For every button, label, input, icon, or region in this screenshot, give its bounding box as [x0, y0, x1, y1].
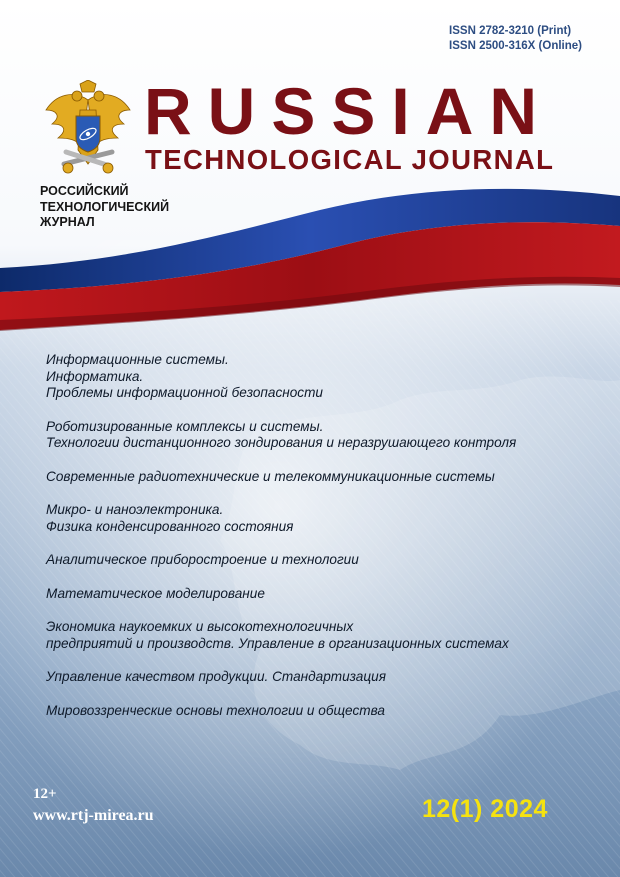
section-line: Микро- и наноэлектроника. — [46, 502, 224, 517]
russian-title — [40, 184, 169, 231]
issn-online: ISSN 2500-316X (Online) — [449, 40, 582, 52]
section-item — [46, 419, 606, 452]
double-headed-eagle-emblem-icon — [44, 80, 132, 180]
section-line: Физика конденсированного состояния — [46, 518, 294, 534]
age-rating: 12+ — [33, 786, 57, 802]
section-line: Мировоззренческие основы технологии и общества — [46, 702, 385, 718]
section-line: Аналитическое приборостроение и технологии — [46, 552, 359, 567]
journal-title-sub: TECHNOLOGICAL JOURNAL — [145, 144, 555, 175]
section-list — [46, 352, 606, 736]
section-item — [46, 586, 606, 603]
russian-title-line: РОССИЙСКИЙ — [40, 184, 129, 198]
journal-title-main: RUSSIAN — [144, 74, 554, 148]
section-item — [46, 669, 606, 686]
section-line: Технологии дистанционного зондирования и неразрушающего контроля — [46, 435, 517, 450]
section-item — [46, 469, 606, 486]
issn-print: ISSN 2782-3210 (Print) — [449, 25, 572, 37]
russian-title-line: ЖУРНАЛ — [40, 215, 95, 229]
section-item — [46, 352, 606, 402]
section-line: Информационные системы. — [46, 352, 229, 367]
section-line: Проблемы информационной безопасности — [46, 385, 323, 400]
section-line: предприятий и производств. Управление в организационных системах — [46, 635, 509, 651]
section-item — [46, 619, 606, 652]
section-line: Управление качеством продукции. Стандартизация — [46, 669, 386, 684]
section-line: Информатика. — [46, 368, 144, 384]
section-line: Современные радиотехнические и телекоммуникационные системы — [46, 468, 495, 484]
russian-title-line: ТЕХНОЛОГИЧЕСКИЙ — [40, 199, 170, 214]
section-item — [46, 703, 606, 720]
section-line: Математическое моделирование — [46, 585, 265, 601]
section-line: Экономика наукоемких и высокотехнологичных — [46, 619, 354, 634]
issue-number: 12(1) 2024 — [422, 795, 548, 823]
section-item — [46, 552, 606, 569]
section-line: Роботизированные комплексы и системы. — [46, 418, 324, 434]
section-item — [46, 502, 606, 535]
website-link[interactable]: www.rtj-mirea.ru — [33, 807, 154, 824]
issn-block — [449, 24, 582, 54]
